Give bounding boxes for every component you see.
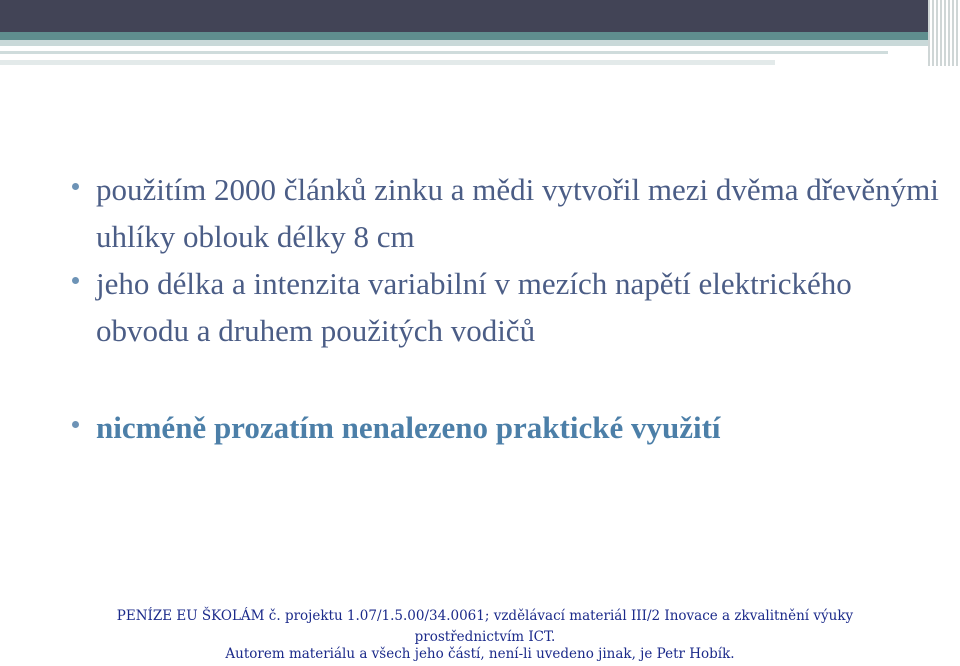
- header-light-band: [0, 40, 960, 46]
- footer-author: Autorem materiálu a všech jeho částí, není-li uvedeno jinak, je Petr Hobík.: [225, 646, 735, 662]
- header-stripes-decoration: [928, 0, 960, 66]
- header-accent-band: [0, 32, 960, 40]
- bullet-item-emphasis: [72, 404, 952, 451]
- header-rule: [0, 51, 888, 54]
- bullet-dot-icon: [72, 183, 79, 190]
- bullet-text: jeho délka a intenzita variabilní v mezích napětí elektrického obvodu a druhem použitých vodičů: [96, 266, 852, 348]
- bullet-item: [72, 166, 952, 260]
- bullet-dot-icon: [72, 277, 79, 284]
- slide-content: [72, 166, 952, 451]
- bullet-dot-icon: [72, 421, 79, 428]
- footer-project-info: PENÍZE EU ŠKOLÁM č. projektu 1.07/1.5.00/34.0061; vzdělávací materiál III/2 Inovace a zkvalitnění výuky prostřednictvím ICT.: [116, 608, 854, 645]
- bullet-text: použitím 2000 článků zinku a mědi vytvořil mezi dvěma dřevěnými uhlíky oblouk délky 8 cm: [96, 172, 939, 254]
- header-rule-secondary: [0, 60, 775, 65]
- bullet-item: [72, 260, 952, 354]
- header-bar: [0, 0, 960, 32]
- bullet-text: nicméně prozatím nenalezeno praktické využití: [96, 410, 721, 445]
